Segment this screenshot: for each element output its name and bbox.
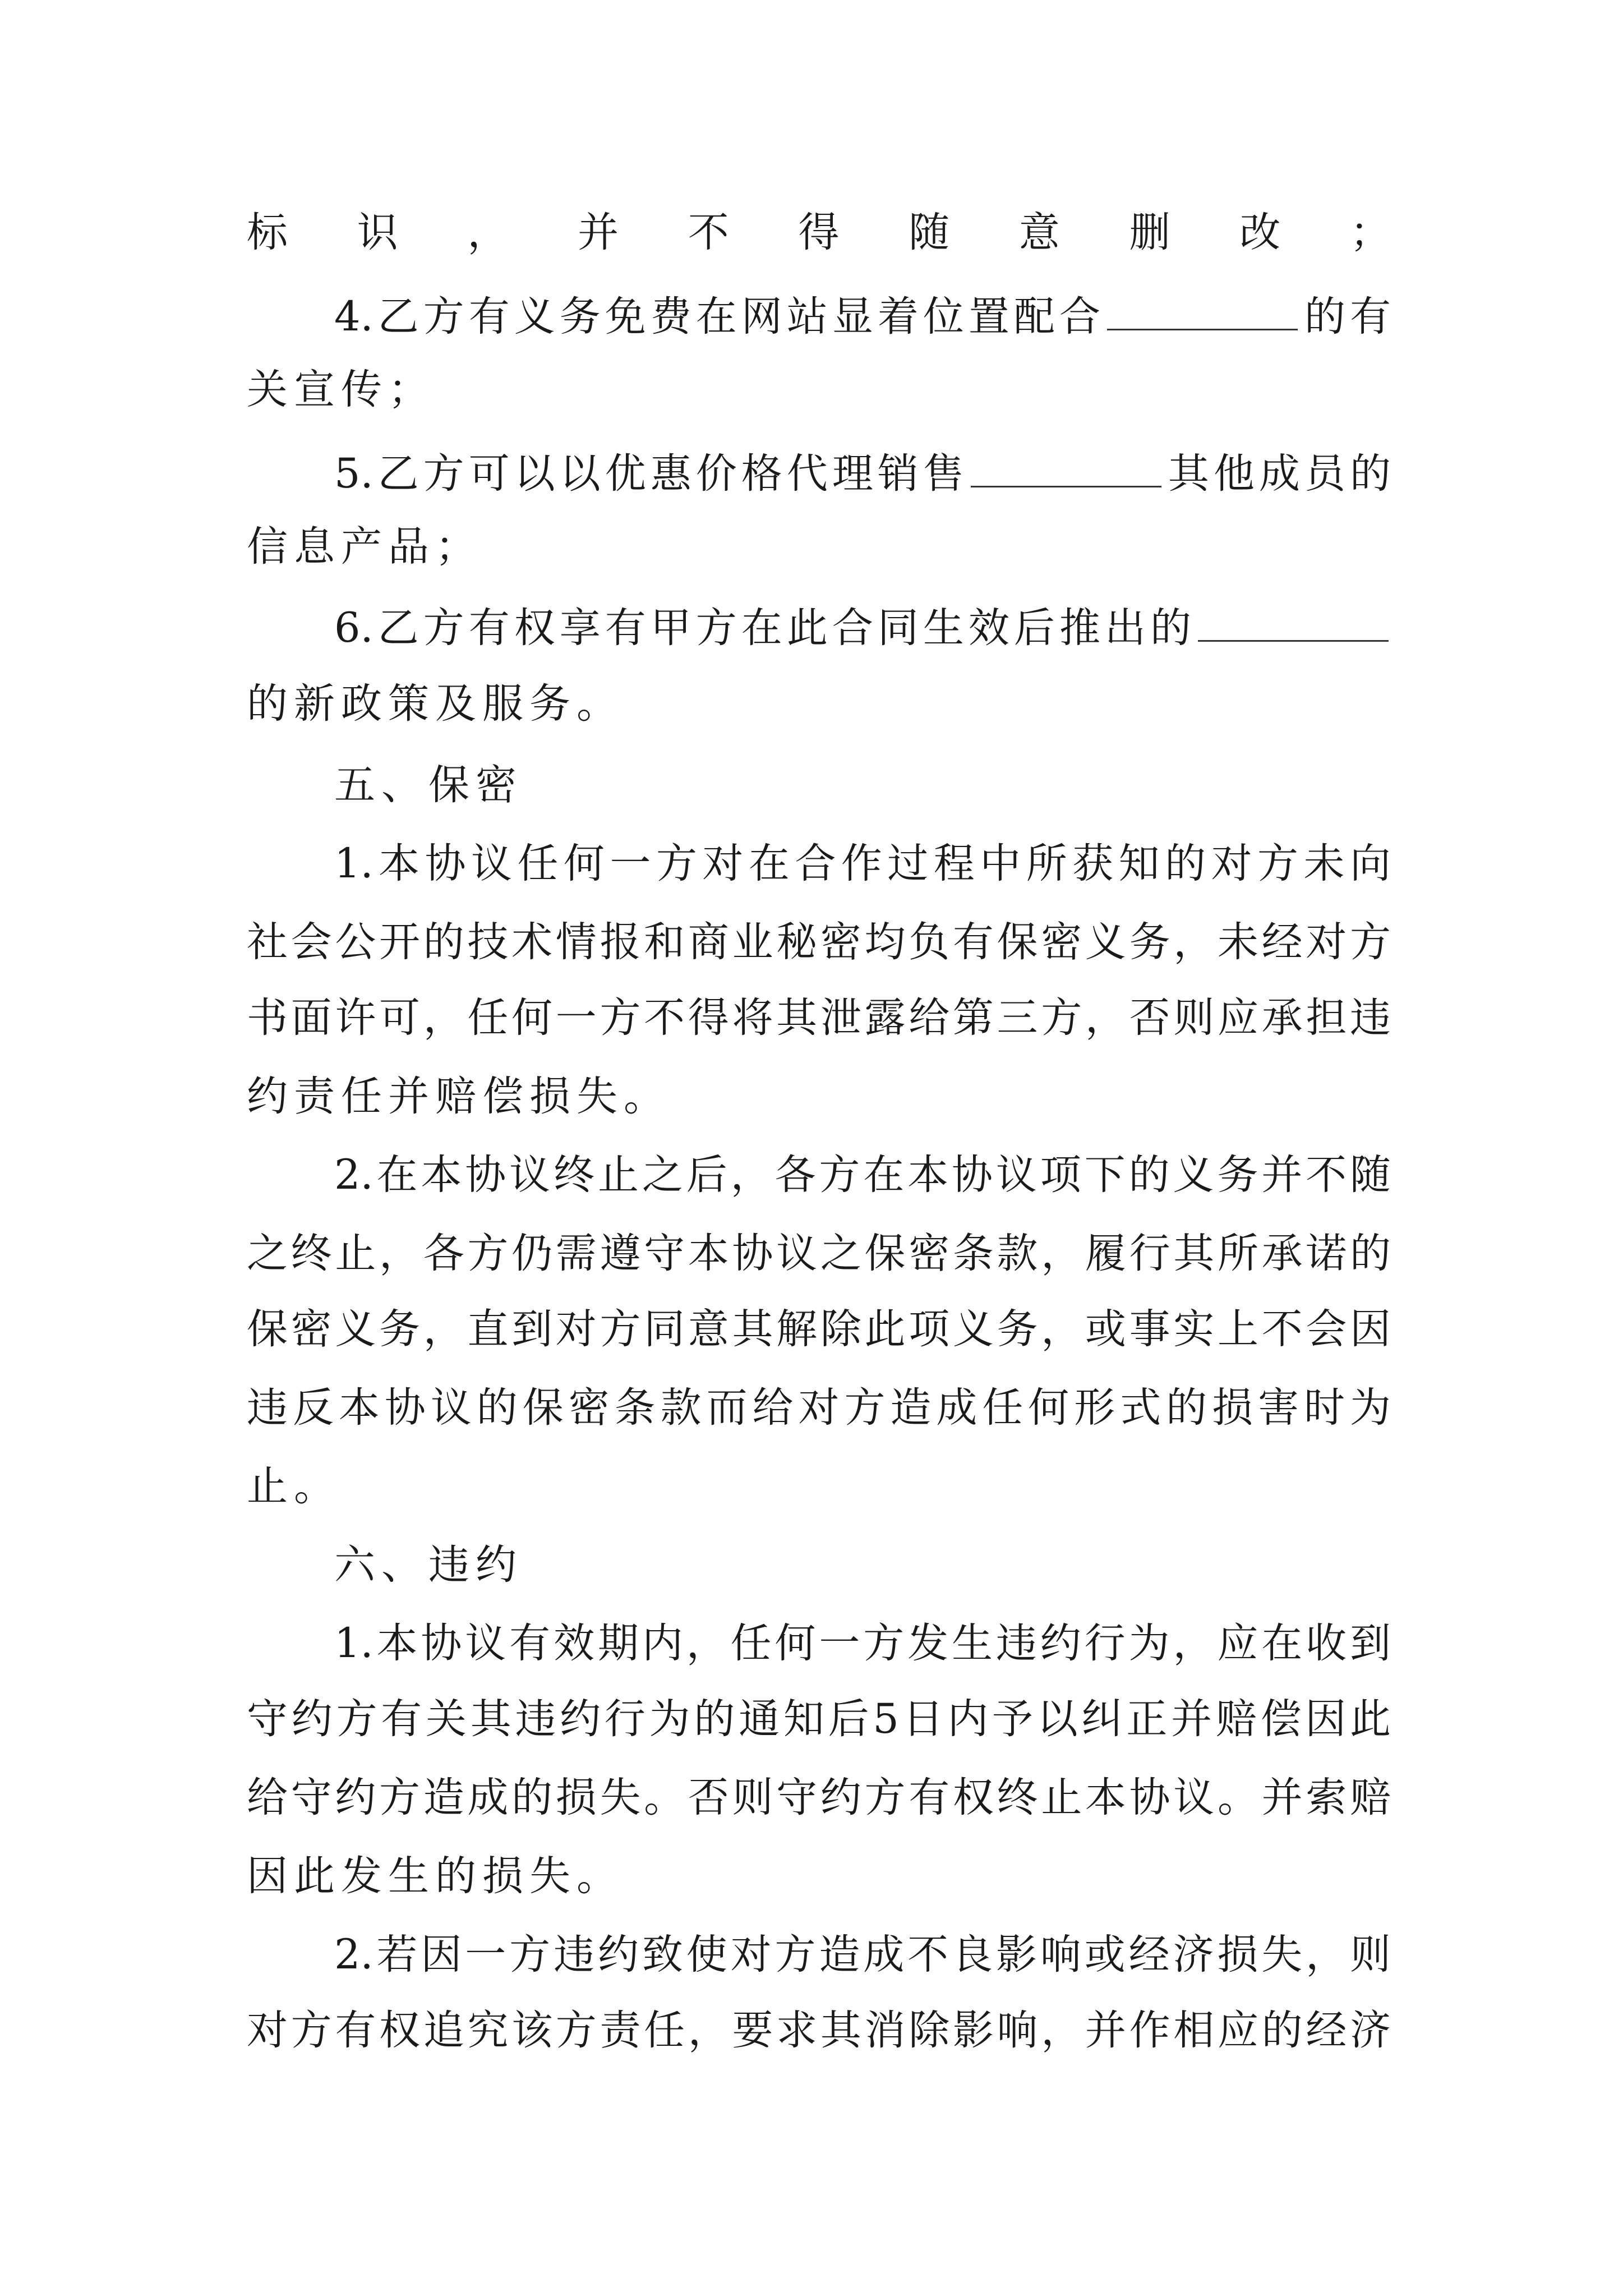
text-line: 关宣传；	[247, 366, 435, 413]
line-text: 的有	[1299, 293, 1391, 341]
line-text: 其他成员的	[1163, 450, 1391, 498]
text-line: 约责任并赔偿损失。	[247, 1073, 671, 1120]
text-line: 书面许可，任何一方不得将其泄露给第三方，否则应承担违	[247, 994, 1391, 1042]
text-line: 标识，并不得随意删改；	[247, 209, 1391, 256]
text-line: 因此发生的损失。	[247, 1852, 624, 1900]
text-line: 之终止，各方仍需遵守本协议之保密条款，履行其所承诺的	[247, 1230, 1391, 1277]
text-line: 社会公开的技术情报和商业秘密均负有保密义务，未经对方	[247, 918, 1391, 966]
fill-in-blank[interactable]	[1107, 289, 1298, 330]
text-line: 止。	[247, 1462, 341, 1510]
text-line: 守约方有关其违约行为的通知后5日内予以纠正并赔偿因此	[247, 1695, 1391, 1743]
text-line: 给守约方造成的损失。否则守约方有权终止本协议。并索赔	[247, 1774, 1391, 1821]
text-line-with-blank	[334, 286, 1391, 348]
text-line: 2.在本协议终止之后，各方在本协议项下的义务并不随	[334, 1151, 1391, 1199]
text-line: 对方有权追究该方责任，要求其消除影响，并作相应的经济	[247, 2007, 1391, 2054]
text-line: 1.本协议有效期内，任何一方发生违约行为，应在收到	[334, 1619, 1391, 1667]
text-line: 违反本协议的保密条款而给对方造成任何形式的损害时为	[247, 1384, 1391, 1432]
section-heading: 五、保密	[334, 761, 523, 809]
section-heading: 六、违约	[334, 1541, 523, 1589]
text-line: 1.本协议任何一方对在合作过程中所获知的对方未向	[334, 840, 1391, 887]
text-line: 保密义务，直到对方同意其解除此项义务，或事实上不会因	[247, 1305, 1391, 1353]
text-line-with-blank	[334, 597, 1391, 659]
text-line-with-blank	[334, 443, 1391, 505]
text-line: 2.若因一方违约致使对方造成不良影响或经济损失，则	[334, 1931, 1391, 1978]
line-text: 5.乙方可以以优惠价格代理销售	[334, 450, 969, 498]
line-text: 4.乙方有义务免费在网站显着位置配合	[334, 293, 1105, 341]
line-text: 6.乙方有权享有甲方在此合同生效后推出的	[334, 604, 1196, 652]
text-line: 的新政策及服务。	[247, 680, 624, 728]
fill-in-blank[interactable]	[1198, 601, 1389, 642]
fill-in-blank[interactable]	[971, 447, 1161, 487]
text-line: 信息产品；	[247, 523, 482, 570]
